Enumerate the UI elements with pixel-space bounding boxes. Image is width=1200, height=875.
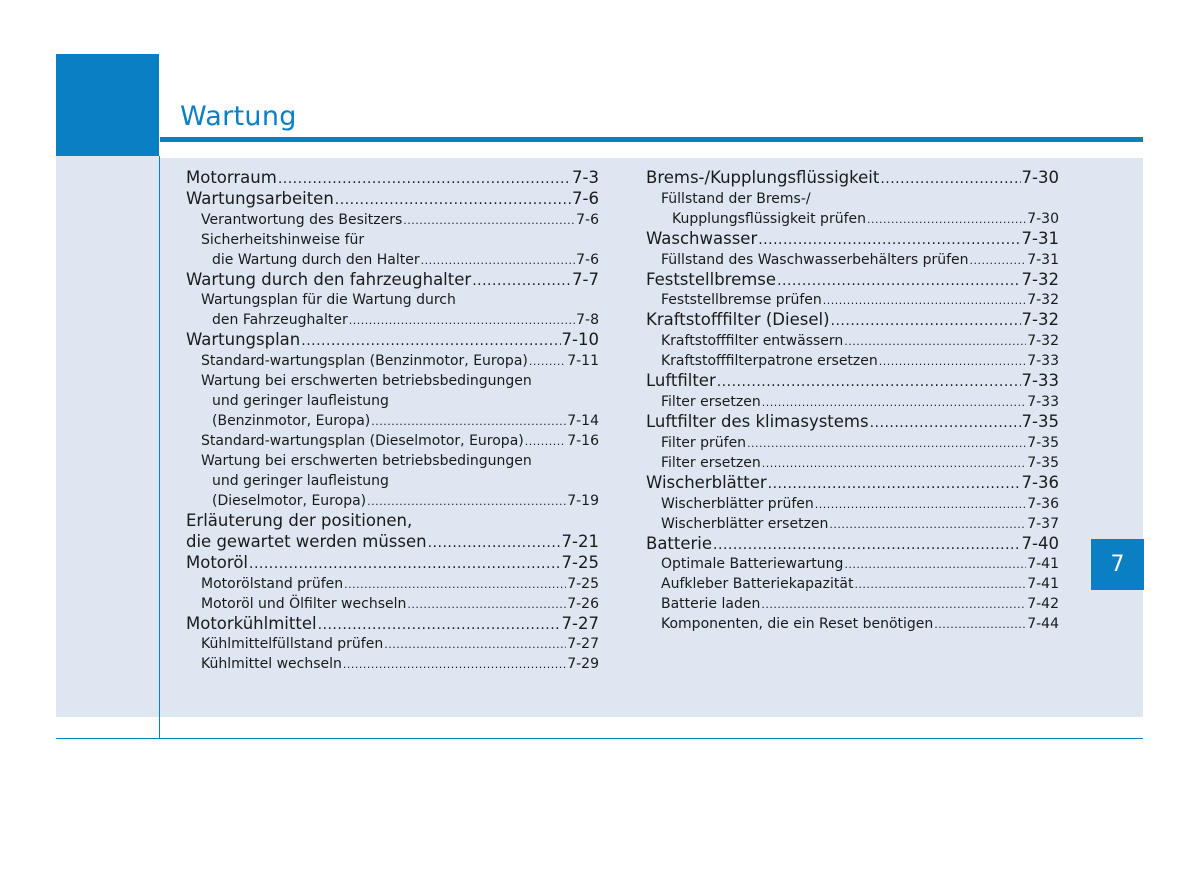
toc-entry-page: 7-36 xyxy=(1021,472,1059,492)
toc-leader-dots xyxy=(278,169,571,189)
toc-leader-dots xyxy=(249,554,561,574)
toc-entry-erlaeuterung-line2[interactable] xyxy=(186,532,599,553)
toc-leader-dots xyxy=(301,331,560,351)
toc-leader-dots xyxy=(854,575,1026,594)
toc-entry-label: (Benzinmotor, Europa) xyxy=(212,413,371,430)
toc-entry-label: Komponenten, die ein Reset benötigen xyxy=(661,616,934,633)
toc-leader-dots xyxy=(762,454,1026,473)
toc-subentry-wartungsplan-fh-line1[interactable]: Wartungsplan für die Wartung durch xyxy=(201,292,456,309)
toc-subentry-erschwert-benzin-line2[interactable]: und geringer laufleistung xyxy=(212,393,389,410)
toc-entry-label: Wartungsarbeiten xyxy=(186,188,334,208)
toc-leader-dots xyxy=(717,372,1021,392)
toc-entry-page: 7-35 xyxy=(1021,411,1059,431)
toc-entry-page: 7-44 xyxy=(1027,616,1059,633)
toc-entry-page: 7-32 xyxy=(1021,269,1059,289)
toc-entry-label: Wischerblätter prüfen xyxy=(661,495,814,512)
footer-rule xyxy=(56,738,1143,739)
toc-entry-page: 7-29 xyxy=(567,656,599,673)
toc-entry-page: 7-36 xyxy=(1027,495,1059,512)
toc-subentry-wischer-ersetzen[interactable] xyxy=(646,514,1059,534)
toc-leader-dots xyxy=(747,434,1026,453)
toc-subentry-batterie-wartung[interactable] xyxy=(646,554,1059,574)
toc-entry-label: die Wartung durch den Halter xyxy=(212,251,420,268)
toc-entry-page: 7-3 xyxy=(572,168,599,187)
toc-leader-dots xyxy=(829,515,1026,534)
toc-entry-page: 7-25 xyxy=(567,575,599,592)
toc-leader-dots xyxy=(815,495,1026,514)
toc-entry-page: 7-32 xyxy=(1027,292,1059,309)
toc-subentry-motoroelstand[interactable] xyxy=(186,574,599,594)
toc-subentry-feststellbremse[interactable] xyxy=(646,290,1059,310)
toc-entry-page: 7-10 xyxy=(561,330,599,350)
toc-leader-dots xyxy=(880,169,1020,189)
toc-entry-page: 7-11 xyxy=(567,353,599,370)
toc-leader-dots xyxy=(713,535,1021,555)
toc-subentry-erschwert-diesel-line1[interactable]: Wartung bei erschwerten betriebsbedingungen xyxy=(201,453,532,470)
title-underline xyxy=(160,137,1143,142)
toc-entry-label: Feststellbremse prüfen xyxy=(661,292,822,309)
toc-entry-brems[interactable] xyxy=(646,168,1059,189)
toc-leader-dots xyxy=(525,432,566,451)
toc-entry-page: 7-30 xyxy=(1027,210,1059,227)
toc-entry-page: 7-33 xyxy=(1027,393,1059,410)
toc-column-right xyxy=(646,168,1059,634)
toc-entry-label: Filter ersetzen xyxy=(661,454,761,471)
toc-entry-label: Kupplungsflüssigkeit prüfen xyxy=(672,210,866,227)
toc-leader-dots xyxy=(879,352,1026,371)
toc-entry-label: Standard-wartungsplan (Benzinmotor, Europa) xyxy=(201,353,528,370)
toc-entry-label: Kraftstofffilter (Diesel) xyxy=(646,310,830,330)
chapter-tab[interactable]: 7 xyxy=(1091,539,1144,590)
toc-leader-dots xyxy=(344,575,566,594)
toc-entry-motoroel[interactable] xyxy=(186,553,599,574)
toc-entry-label: Batterie xyxy=(646,533,713,553)
toc-entry-feststellbremse[interactable] xyxy=(646,270,1059,291)
toc-subentry-oelfilter[interactable] xyxy=(186,594,599,614)
toc-entry-label: Optimale Batteriewartung xyxy=(661,556,844,573)
toc-entry-label: Wartungsplan xyxy=(186,330,301,350)
toc-entry-page: 7-26 xyxy=(567,595,599,612)
toc-entry-page: 7-21 xyxy=(561,531,599,551)
toc-entry-page: 7-25 xyxy=(561,552,599,572)
toc-entry-label: die gewartet werden müssen xyxy=(186,531,427,551)
toc-entry-wischer[interactable] xyxy=(646,473,1059,494)
toc-entry-label: Motoröl und Ölfilter wechseln xyxy=(201,595,407,612)
toc-subentry-kraftstofffilter-entw[interactable] xyxy=(646,331,1059,351)
toc-entry-label: Batterie laden xyxy=(661,596,761,613)
toc-entry-kraftstofffilter[interactable] xyxy=(646,310,1059,331)
toc-subentry-sicherheit-line1[interactable]: Sicherheitshinweise für xyxy=(201,231,365,248)
toc-subentry-erschwert-benzin-line1[interactable]: Wartung bei erschwerten betriebsbedingungen xyxy=(201,373,532,390)
toc-entry-label: Kraftstofffilterpatrone ersetzen xyxy=(661,353,878,370)
toc-entry-page: 7-31 xyxy=(1021,228,1059,248)
toc-leader-dots xyxy=(367,492,566,511)
toc-leader-dots xyxy=(934,615,1026,634)
toc-entry-label: Wartung durch den fahrzeughalter xyxy=(186,269,472,289)
toc-entry-klimafilter[interactable] xyxy=(646,412,1059,433)
toc-entry-page: 7-35 xyxy=(1027,434,1059,451)
toc-entry-page: 7-27 xyxy=(567,636,599,653)
toc-leader-dots xyxy=(762,393,1026,412)
toc-leader-dots xyxy=(867,210,1026,229)
toc-leader-dots xyxy=(761,595,1026,614)
toc-leader-dots xyxy=(371,412,566,431)
toc-entry-erlaeuterung-line1[interactable]: Erläuterung der positionen, xyxy=(186,511,413,531)
toc-leader-dots xyxy=(349,311,575,330)
toc-subentry-std-diesel[interactable] xyxy=(186,431,599,451)
page-title: Wartung xyxy=(180,101,297,132)
toc-entry-label: Luftfilter des klimasystems xyxy=(646,411,869,431)
toc-leader-dots xyxy=(472,271,571,291)
toc-entry-label: Motorraum xyxy=(186,168,277,187)
toc-entry-label: Brems-/Kupplungsflüssigkeit xyxy=(646,168,880,187)
toc-subentry-batterie-aufkleber[interactable] xyxy=(646,574,1059,594)
toc-entry-label: Standard-wartungsplan (Dieselmotor, Europa) xyxy=(201,433,524,450)
toc-entry-wartungsarbeiten[interactable] xyxy=(186,189,599,210)
toc-entry-batterie[interactable] xyxy=(646,534,1059,555)
toc-entry-label: Kühlmittel wechseln xyxy=(201,656,342,673)
toc-entry-page: 7-41 xyxy=(1027,556,1059,573)
toc-entry-waschwasser[interactable] xyxy=(646,229,1059,250)
toc-entry-page: 7-27 xyxy=(561,613,599,633)
toc-entry-page: 7-30 xyxy=(1021,168,1059,187)
toc-subentry-waschwasser[interactable] xyxy=(646,250,1059,270)
toc-entry-page: 7-14 xyxy=(567,413,599,430)
toc-leader-dots xyxy=(407,595,566,614)
toc-entry-label: Feststellbremse xyxy=(646,269,777,289)
toc-subentry-klimafilter-pruefen[interactable] xyxy=(646,433,1059,453)
toc-leader-dots xyxy=(870,413,1021,433)
toc-leader-dots xyxy=(970,251,1027,270)
toc-entry-label: Filter ersetzen xyxy=(661,393,761,410)
toc-entry-page: 7-8 xyxy=(576,312,599,329)
toc-entry-page: 7-40 xyxy=(1021,533,1059,553)
toc-leader-dots xyxy=(318,615,561,635)
toc-entry-page: 7-33 xyxy=(1021,371,1059,391)
header-color-block xyxy=(56,54,159,156)
toc-entry-page: 7-33 xyxy=(1027,353,1059,370)
toc-subentry-brems-line2[interactable] xyxy=(646,209,1059,229)
toc-entry-page: 7-41 xyxy=(1027,576,1059,593)
toc-subentry-batterie-laden[interactable] xyxy=(646,594,1059,614)
toc-subentry-wischer-pruefen[interactable] xyxy=(646,494,1059,514)
toc-subentry-kuehlmittel-wechseln[interactable] xyxy=(186,654,599,674)
toc-entry-label: Filter prüfen xyxy=(661,434,747,451)
toc-entry-page: 7-7 xyxy=(572,269,599,289)
toc-subentry-batterie-reset[interactable] xyxy=(646,614,1059,634)
toc-leader-dots xyxy=(758,230,1020,250)
toc-entry-page: 7-42 xyxy=(1027,596,1059,613)
toc-subentry-luftfilter-ersetzen[interactable] xyxy=(646,392,1059,412)
toc-subentry-std-benzin[interactable] xyxy=(186,351,599,371)
toc-entry-page: 7-16 xyxy=(567,433,599,450)
toc-entry-label: Motoröl xyxy=(186,552,248,572)
toc-subentry-erschwert-diesel-line3[interactable] xyxy=(186,491,599,511)
toc-entry-page: 7-6 xyxy=(576,251,599,268)
toc-leader-dots xyxy=(384,635,566,654)
toc-entry-label: Wischerblätter ersetzen xyxy=(661,515,829,532)
toc-entry-label: Motorkühlmittel xyxy=(186,613,317,633)
toc-entry-label: Kühlmittelfüllstand prüfen xyxy=(201,636,384,653)
toc-entry-page: 7-19 xyxy=(567,493,599,510)
toc-entry-label: Wischerblätter xyxy=(646,472,767,492)
toc-entry-page: 7-37 xyxy=(1027,515,1059,532)
toc-entry-label: Kraftstofffilter entwässern xyxy=(661,333,844,350)
toc-subentry-verantwortung[interactable] xyxy=(186,210,599,230)
toc-subentry-kuehlmittelstand[interactable] xyxy=(186,634,599,654)
toc-subentry-klimafilter-ersetzen[interactable] xyxy=(646,453,1059,473)
toc-leader-dots xyxy=(428,533,561,553)
toc-entry-page: 7-32 xyxy=(1021,310,1059,330)
toc-leader-dots xyxy=(823,291,1026,310)
toc-leader-dots xyxy=(421,251,576,270)
toc-leader-dots xyxy=(844,555,1026,574)
toc-entry-label: Füllstand des Waschwasserbehälters prüfen xyxy=(661,251,969,268)
toc-leader-dots xyxy=(335,190,571,210)
toc-entry-page: 7-6 xyxy=(572,188,599,208)
toc-entry-page: 7-35 xyxy=(1027,454,1059,471)
toc-entry-label: Waschwasser xyxy=(646,228,758,248)
toc-entry-page: 7-32 xyxy=(1027,333,1059,350)
toc-subentry-sicherheit-line2[interactable] xyxy=(186,250,599,270)
toc-subentry-brems-line1[interactable]: Füllstand der Brems-/ xyxy=(661,190,811,207)
toc-subentry-erschwert-benzin-line3[interactable] xyxy=(186,411,599,431)
toc-entry-label: den Fahrzeughalter xyxy=(212,312,348,329)
toc-leader-dots xyxy=(529,352,566,371)
toc-subentry-kraftstofffilter-patrone[interactable] xyxy=(646,351,1059,371)
toc-leader-dots xyxy=(343,655,566,674)
toc-leader-dots xyxy=(777,271,1020,291)
toc-entry-label: Motorölstand prüfen xyxy=(201,575,344,592)
toc-entry-label: Verantwortung des Besitzers xyxy=(201,211,403,228)
toc-entry-page: 7-6 xyxy=(576,211,599,228)
toc-entry-kuehlmittel[interactable] xyxy=(186,614,599,635)
toc-leader-dots xyxy=(844,332,1026,351)
toc-leader-dots xyxy=(403,211,575,230)
toc-entry-luftfilter[interactable] xyxy=(646,371,1059,392)
toc-entry-label: (Dieselmotor, Europa) xyxy=(212,493,367,510)
toc-entry-wartungsplan[interactable] xyxy=(186,330,599,351)
toc-column-left xyxy=(186,168,599,674)
toc-leader-dots xyxy=(831,311,1021,331)
toc-entry-wartung-fahrzeughalter[interactable] xyxy=(186,270,599,291)
toc-entry-motorraum[interactable] xyxy=(186,168,599,189)
toc-leader-dots xyxy=(768,474,1021,494)
toc-entry-page: 7-31 xyxy=(1027,251,1059,268)
toc-entry-label: Luftfilter xyxy=(646,371,716,391)
toc-subentry-erschwert-diesel-line2[interactable]: und geringer laufleistung xyxy=(212,473,389,490)
toc-entry-label: Aufkleber Batteriekapazität xyxy=(661,576,854,593)
toc-subentry-wartungsplan-fh-line2[interactable] xyxy=(186,310,599,330)
